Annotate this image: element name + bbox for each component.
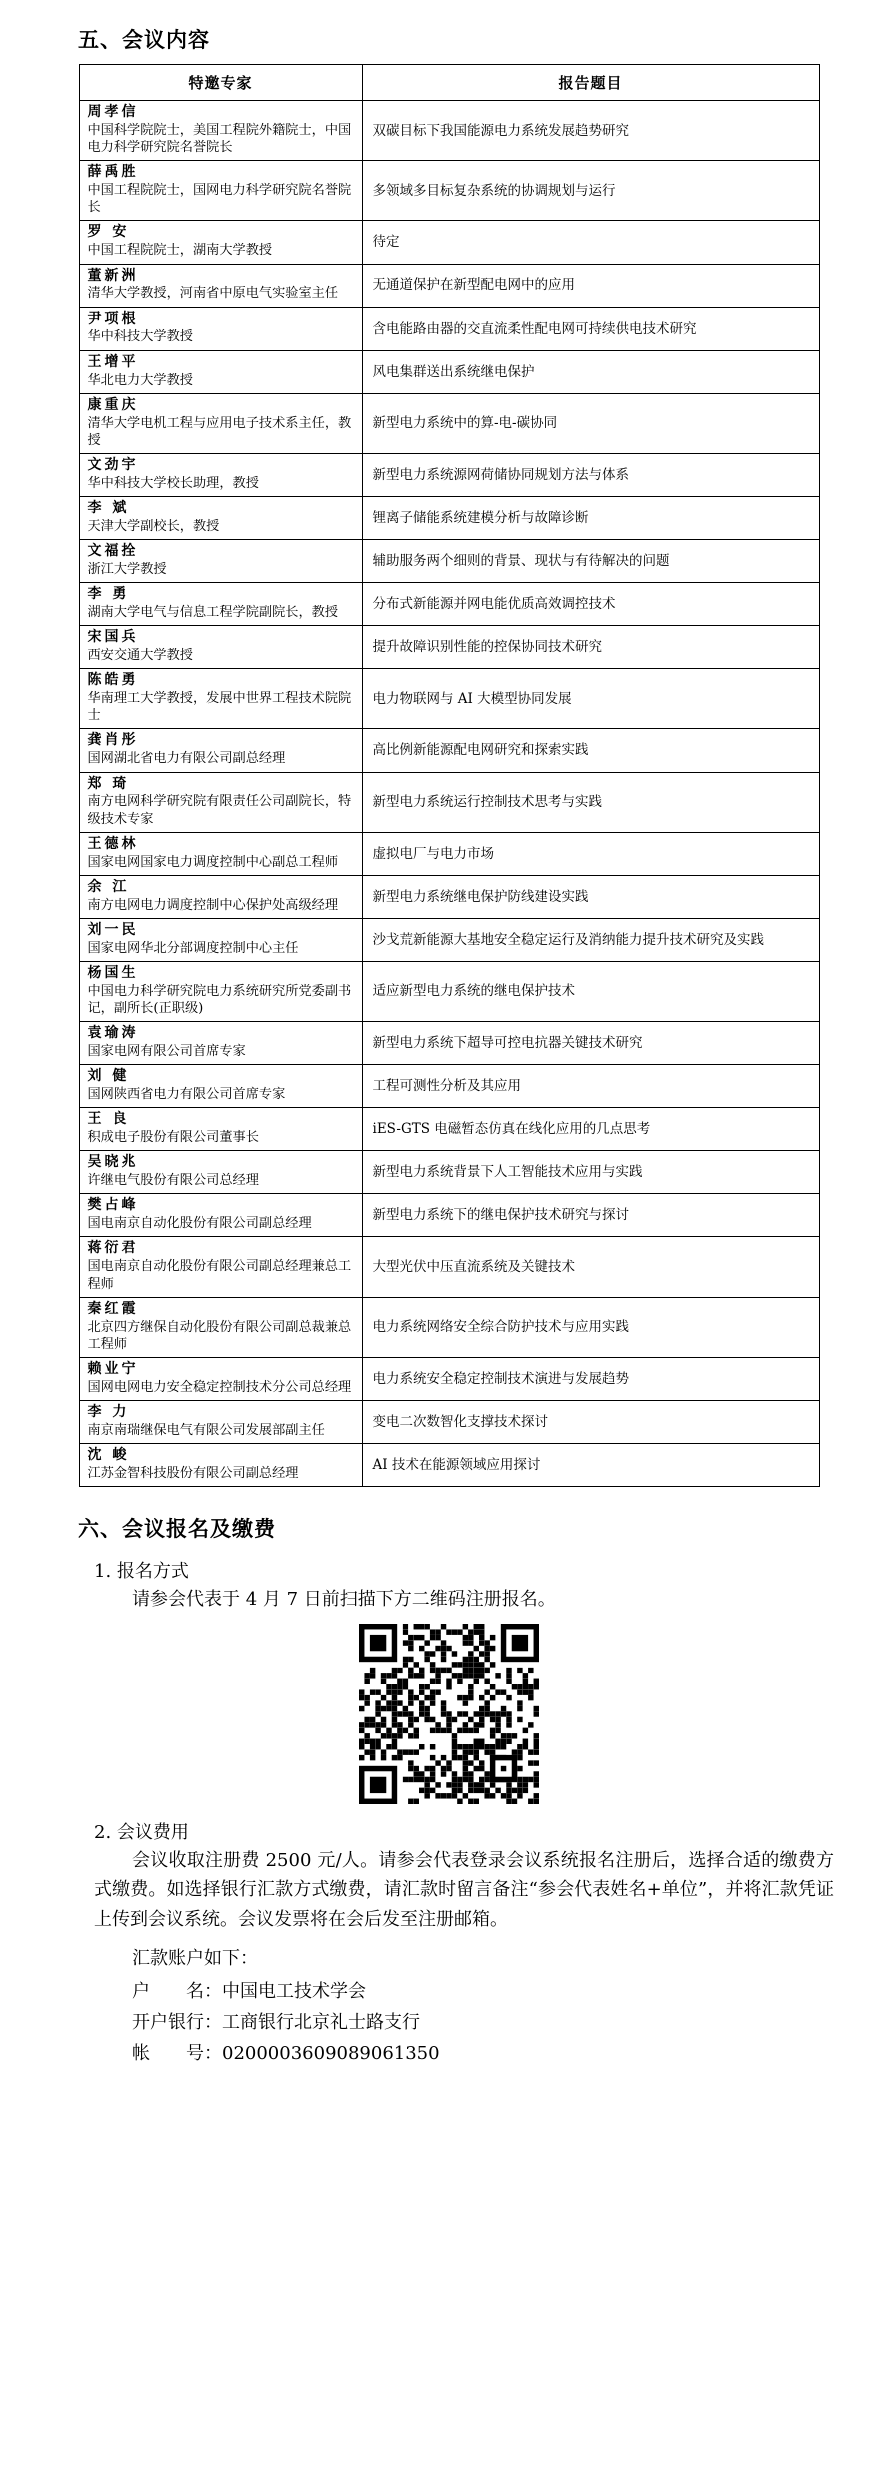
expert-name: 吴晓兆 [87, 1154, 139, 1171]
topic-cell: 风电集群送出系统继电保护 [362, 350, 819, 393]
expert-name: 董新洲 [87, 267, 139, 284]
expert-cell [79, 1108, 362, 1151]
registration-fee-text: 会议收取注册费 2500 元/人。请参会代表登录会议系统报名注册后，选择合适的缴费方式缴费。如选择银行汇款方式缴费，请汇款时留言备注“参会代表姓名+单位”，并将汇款凭证上传到会议系统。会议发票将在会后发至注册邮箱。 [94, 1850, 834, 1930]
topic-cell: 新型电力系统继电保护防线建设实践 [362, 875, 819, 918]
registration-method-heading: 1. 报名方式 [94, 1561, 189, 1583]
table-row [79, 961, 819, 1021]
topic-cell: AI 技术在能源领域应用探讨 [362, 1444, 819, 1487]
table-row [79, 540, 819, 583]
topic-cell: 提升故障识别性能的控保协同技术研究 [362, 626, 819, 669]
table-row [79, 161, 819, 221]
expert-name: 刘一民 [87, 921, 139, 938]
expert-affiliation: 华南理工大学教授，发展中世界工程技术院院士 [87, 691, 352, 724]
expert-cell [79, 1151, 362, 1194]
bank-line-label: 户 名： [132, 1980, 222, 2002]
expert-affiliation: 清华大学电机工程与应用电子技术系主任，教授 [87, 415, 352, 448]
expert-cell [79, 1444, 362, 1487]
expert-cell [79, 1237, 362, 1297]
expert-cell [79, 393, 362, 453]
qr-code-container [60, 1624, 838, 1804]
table-row [79, 1194, 819, 1237]
topic-cell: 双碳目标下我国能源电力系统发展趋势研究 [362, 101, 819, 161]
column-header-topic: 报告题目 [362, 65, 819, 101]
topic-cell: 新型电力系统源网荷储协同规划方法与体系 [362, 453, 819, 496]
expert-name: 赖业宁 [87, 1360, 139, 1377]
table-row [79, 453, 819, 496]
expert-cell [79, 540, 362, 583]
table-row [79, 1297, 819, 1357]
expert-cell [79, 626, 362, 669]
expert-cell [79, 307, 362, 350]
expert-affiliation: 北京四方继保自动化股份有限公司副总裁兼总工程师 [87, 1319, 352, 1352]
topic-cell: 含电能路由器的交直流柔性配电网可持续供电技术研究 [362, 307, 819, 350]
expert-affiliation: 华北电力大学教授 [87, 372, 193, 388]
table-row [79, 1108, 819, 1151]
bank-line [60, 2039, 838, 2068]
expert-affiliation: 国家电网有限公司首席专家 [87, 1044, 246, 1060]
expert-cell [79, 1022, 362, 1065]
expert-affiliation: 国网电网电力安全稳定控制技术分公司总经理 [87, 1379, 352, 1395]
expert-name: 蒋衍君 [87, 1240, 139, 1257]
expert-affiliation: 华中科技大学校长助理，教授 [87, 475, 259, 491]
topic-cell: 沙戈荒新能源大基地安全稳定运行及消纳能力提升技术研究及实践 [362, 918, 819, 961]
expert-name: 周孝信 [87, 104, 139, 120]
expert-cell [79, 918, 362, 961]
table-row [79, 1151, 819, 1194]
expert-name: 李 勇 [87, 586, 130, 603]
page-title-registration: 六、会议报名及缴费 [78, 1517, 276, 1542]
expert-cell [79, 1400, 362, 1443]
table-row [79, 1357, 819, 1400]
expert-name: 袁瑜涛 [87, 1025, 139, 1042]
expert-affiliation: 国网湖北省电力有限公司副总经理 [87, 751, 286, 767]
table-row [79, 583, 819, 626]
table-row [79, 1022, 819, 1065]
table-row [79, 669, 819, 729]
expert-cell [79, 1065, 362, 1108]
expert-name: 康重庆 [87, 396, 139, 413]
table-row [79, 264, 819, 307]
expert-name: 李 斌 [87, 499, 130, 516]
table-row [79, 1065, 819, 1108]
bank-account-list [60, 1977, 838, 2068]
table-row [79, 101, 819, 161]
expert-name: 李 力 [87, 1403, 130, 1420]
expert-cell [79, 221, 362, 264]
expert-affiliation: 许继电气股份有限公司总经理 [87, 1173, 259, 1189]
expert-cell [79, 772, 362, 832]
expert-cell [79, 1297, 362, 1357]
expert-name: 沈 峻 [87, 1447, 130, 1463]
topic-cell: 大型光伏中压直流系统及关键技术 [362, 1237, 819, 1297]
expert-affiliation: 积成电子股份有限公司董事长 [87, 1130, 259, 1146]
table-row [79, 918, 819, 961]
page-title-meeting-content: 五、会议内容 [78, 28, 210, 52]
expert-cell [79, 101, 362, 161]
expert-cell [79, 161, 362, 221]
expert-name: 薛禹胜 [87, 164, 139, 181]
expert-cell [79, 961, 362, 1021]
expert-affiliation: 国家电网国家电力调度控制中心副总工程师 [87, 854, 339, 870]
expert-name: 樊占峰 [87, 1197, 139, 1214]
expert-affiliation: 清华大学教授，河南省中原电气实验室主任 [87, 286, 339, 302]
topic-cell: 分布式新能源并网电能优质高效调控技术 [362, 583, 819, 626]
topic-cell: 工程可测性分析及其应用 [362, 1065, 819, 1108]
invited-experts-table [79, 64, 820, 1487]
table-row [79, 1237, 819, 1297]
expert-cell [79, 496, 362, 539]
expert-affiliation: 中国工程院院士，湖南大学教授 [87, 243, 273, 259]
table-row [79, 1400, 819, 1443]
expert-affiliation: 中国工程院院士，国网电力科学研究院名誉院长 [87, 183, 352, 216]
topic-cell: iES-GTS 电磁暂态仿真在线化应用的几点思考 [362, 1108, 819, 1151]
bank-intro-text: 汇款账户如下： [132, 1947, 258, 1969]
bank-line-label: 开户银行： [132, 2012, 222, 2033]
topic-cell: 电力物联网与 AI 大模型协同发展 [362, 669, 819, 729]
expert-name: 王增平 [87, 353, 139, 370]
table-row [79, 729, 819, 772]
bank-line-value: 中国电工技术学会 [222, 1980, 366, 2002]
expert-name: 罗 安 [87, 224, 130, 241]
expert-affiliation: 江苏金智科技股份有限公司副总经理 [87, 1465, 299, 1481]
table-row [79, 350, 819, 393]
table-row [79, 496, 819, 539]
expert-name: 陈皓勇 [87, 672, 139, 689]
topic-cell: 多领域多目标复杂系统的协调规划与运行 [362, 161, 819, 221]
topic-cell: 变电二次数智化支撑技术探讨 [362, 1400, 819, 1443]
topic-cell: 新型电力系统下的继电保护技术研究与探讨 [362, 1194, 819, 1237]
expert-affiliation: 国电南京自动化股份有限公司副总经理 [87, 1216, 312, 1232]
expert-name: 龚肖彤 [87, 732, 139, 749]
table-header-row [79, 65, 819, 101]
bank-line [60, 2008, 838, 2037]
expert-cell [79, 1194, 362, 1237]
bank-line [60, 1977, 838, 2006]
column-header-expert: 特邀专家 [79, 65, 362, 101]
expert-name: 文劲宇 [87, 456, 139, 473]
topic-cell: 适应新型电力系统的继电保护技术 [362, 961, 819, 1021]
expert-affiliation: 浙江大学教授 [87, 561, 167, 577]
expert-cell [79, 264, 362, 307]
bank-line-label: 帐 号： [132, 2043, 222, 2065]
qr-code-image [359, 1624, 539, 1804]
topic-cell: 高比例新能源配电网研究和探索实践 [362, 729, 819, 772]
expert-name: 刘 健 [87, 1068, 130, 1085]
expert-affiliation: 国家电网华北分部调度控制中心主任 [87, 940, 299, 956]
expert-name: 余 江 [87, 878, 130, 895]
bank-line-value: 0200003609089061350 [222, 2043, 440, 2065]
topic-cell: 辅助服务两个细则的背景、现状与有待解决的问题 [362, 540, 819, 583]
expert-affiliation: 国网陕西省电力有限公司首席专家 [87, 1087, 286, 1103]
registration-method-text: 请参会代表于 4 月 7 日前扫描下方二维码注册报名。 [132, 1589, 556, 1611]
expert-name: 文福拴 [87, 543, 139, 560]
expert-name: 宋国兵 [87, 629, 139, 646]
expert-name: 杨国生 [87, 964, 139, 981]
bank-line-value: 工商银行北京礼士路支行 [222, 2012, 420, 2033]
expert-name: 王德林 [87, 835, 139, 852]
topic-cell: 电力系统安全稳定控制技术演进与发展趋势 [362, 1357, 819, 1400]
table-row [79, 875, 819, 918]
expert-affiliation: 南方电网科学研究院有限责任公司副院长，特级技术专家 [87, 794, 352, 827]
expert-affiliation: 中国电力科学研究院电力系统研究所党委副书记，副所长(正职级) [87, 983, 352, 1016]
registration-fee-heading: 2. 会议费用 [94, 1822, 189, 1844]
topic-cell: 新型电力系统背景下人工智能技术应用与实践 [362, 1151, 819, 1194]
topic-cell: 新型电力系统运行控制技术思考与实践 [362, 772, 819, 832]
expert-affiliation: 湖南大学电气与信息工程学院副院长，教授 [87, 605, 339, 620]
topic-cell: 电力系统网络安全综合防护技术与应用实践 [362, 1297, 819, 1357]
topic-cell: 新型电力系统下超导可控电抗器关键技术研究 [362, 1022, 819, 1065]
expert-affiliation: 西安交通大学教授 [87, 648, 193, 664]
expert-cell [79, 832, 362, 875]
expert-cell [79, 669, 362, 729]
topic-cell: 新型电力系统中的算-电-碳协同 [362, 393, 819, 453]
expert-cell [79, 453, 362, 496]
expert-affiliation: 南京南瑞继保电气有限公司发展部副主任 [87, 1422, 325, 1438]
table-row [79, 626, 819, 669]
expert-cell [79, 875, 362, 918]
table-row [79, 1444, 819, 1487]
table-row [79, 307, 819, 350]
topic-cell: 虚拟电厂与电力市场 [362, 832, 819, 875]
table-row [79, 221, 819, 264]
expert-name: 尹项根 [87, 310, 139, 327]
expert-cell [79, 583, 362, 626]
topic-cell: 无通道保护在新型配电网中的应用 [362, 264, 819, 307]
expert-cell [79, 350, 362, 393]
table-row [79, 772, 819, 832]
expert-cell [79, 729, 362, 772]
expert-name: 秦红霞 [87, 1300, 139, 1317]
expert-affiliation: 天津大学副校长，教授 [87, 518, 220, 534]
expert-name: 王 良 [87, 1111, 130, 1128]
topic-cell: 锂离子储能系统建模分析与故障诊断 [362, 496, 819, 539]
expert-affiliation: 中国科学院院士，美国工程院外籍院士，中国电力科学研究院名誉院长 [87, 122, 352, 156]
expert-affiliation: 国电南京自动化股份有限公司副总经理兼总工程师 [87, 1259, 352, 1292]
table-row [79, 393, 819, 453]
expert-cell [79, 1357, 362, 1400]
topic-cell: 待定 [362, 221, 819, 264]
expert-name: 郑 琦 [87, 775, 130, 792]
expert-affiliation: 南方电网电力调度控制中心保护处高级经理 [87, 897, 339, 913]
table-row [79, 832, 819, 875]
expert-affiliation: 华中科技大学教授 [87, 329, 193, 345]
